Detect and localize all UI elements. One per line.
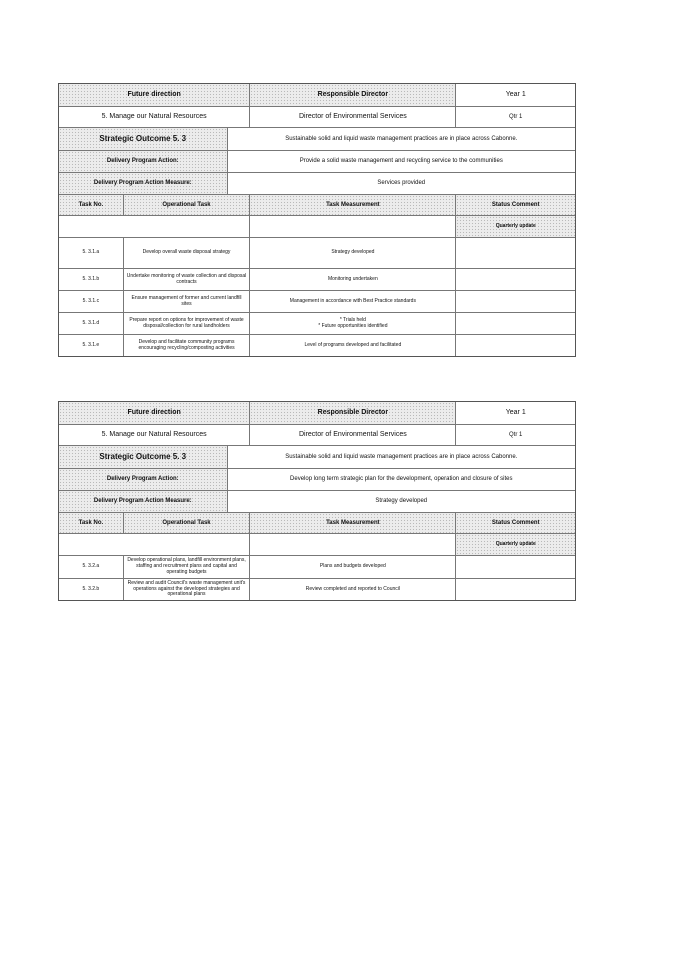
delivery-program-table-1 bbox=[58, 83, 576, 357]
quarterly-row bbox=[59, 533, 575, 555]
delivery-program-table-2 bbox=[58, 401, 576, 601]
strategic-outcome-value: Sustainable solid and liquid waste management practices are in place across Cabonne. bbox=[227, 446, 575, 468]
col-task-no: Task No. bbox=[59, 513, 123, 533]
operational-task: Prepare report on options for improvement of waste disposal/collection for rural landholders bbox=[123, 313, 250, 334]
year-label: Year 1 bbox=[455, 402, 575, 424]
measure-value: Strategy developed bbox=[227, 491, 575, 512]
task-measurement: Strategy developed bbox=[249, 238, 455, 268]
task-measurement: Plans and budgets developed bbox=[249, 556, 455, 578]
strategic-outcome-label: Strategic Outcome 5. 3 bbox=[59, 446, 227, 468]
action-value: Provide a solid waste management and recycling service to the communities bbox=[227, 151, 575, 172]
task-no: 5. 3.1.b bbox=[82, 275, 100, 282]
blank-cell bbox=[59, 534, 249, 555]
status-comment[interactable] bbox=[455, 335, 575, 356]
status-comment[interactable] bbox=[455, 556, 575, 578]
status-comment[interactable] bbox=[455, 579, 575, 600]
responsible-director-label: Responsible Director bbox=[249, 402, 455, 424]
strategic-outcome-row bbox=[59, 445, 575, 468]
future-direction-label: Future direction bbox=[59, 402, 249, 424]
table-row bbox=[59, 578, 575, 600]
status-comment[interactable] bbox=[455, 269, 575, 290]
strategic-outcome-label: Strategic Outcome 5. 3 bbox=[59, 128, 227, 150]
table-row bbox=[59, 555, 575, 578]
task-no: 5. 3.1.d bbox=[82, 319, 100, 326]
table-row bbox=[59, 334, 575, 356]
responsible-director-value: Director of Environmental Services bbox=[249, 107, 455, 127]
quarter-label: Qtr 1 bbox=[455, 107, 575, 127]
col-operational-task: Operational Task bbox=[123, 513, 250, 533]
blank-cell bbox=[249, 534, 455, 555]
task-measurement: Monitoring undertaken bbox=[249, 269, 455, 290]
quarterly-update-label: Quarterly update bbox=[455, 534, 575, 555]
col-operational-task: Operational Task bbox=[123, 195, 250, 215]
quarterly-row bbox=[59, 215, 575, 237]
operational-task: Ensure management of former and current landfill sites bbox=[123, 291, 250, 312]
operational-task: Develop and facilitate community programs encouraging recycling/composting activities bbox=[123, 335, 250, 356]
action-row bbox=[59, 150, 575, 172]
status-comment[interactable] bbox=[455, 313, 575, 334]
future-direction-value: 5. Manage our Natural Resources bbox=[101, 112, 207, 120]
direction-row bbox=[59, 424, 575, 445]
measure-value: Services provided bbox=[227, 173, 575, 194]
action-label: Delivery Program Action: bbox=[59, 469, 227, 490]
col-task-no: Task No. bbox=[59, 195, 123, 215]
task-no: 5. 3.2.b bbox=[82, 585, 100, 592]
task-measurement: Level of programs developed and facilitated bbox=[249, 335, 455, 356]
blank-cell bbox=[59, 216, 249, 237]
quarterly-update-label: Quarterly update bbox=[455, 216, 575, 237]
status-comment[interactable] bbox=[455, 291, 575, 312]
operational-task: Develop overall waste disposal strategy bbox=[123, 238, 250, 268]
action-value: Develop long term strategic plan for the development, operation and closure of sites bbox=[227, 469, 575, 490]
status-comment[interactable] bbox=[455, 238, 575, 268]
table-row bbox=[59, 312, 575, 334]
task-measurement: Management in accordance with Best Practice standards bbox=[249, 291, 455, 312]
operational-task: Develop operational plans, landfill environment plans, staffing and recruitment plans and capital and operating budgets bbox=[123, 556, 250, 578]
action-label: Delivery Program Action: bbox=[59, 151, 227, 172]
measure-label: Delivery Program Action Measure: bbox=[59, 173, 227, 194]
operational-task: Review and audit Council's waste management unit's operations against the developed strategies and operational plans bbox=[123, 579, 250, 600]
future-direction-value: 5. Manage our Natural Resources bbox=[101, 430, 207, 438]
task-no: 5. 3.1.c bbox=[82, 297, 100, 304]
measure-row bbox=[59, 490, 575, 512]
operational-task: Undertake monitoring of waste collection and disposal contracts bbox=[123, 269, 250, 290]
task-measurement: * Trials held * Future opportunities identified bbox=[249, 313, 455, 334]
table-row bbox=[59, 268, 575, 290]
strategic-outcome-row bbox=[59, 127, 575, 150]
col-task-measurement: Task Measurement bbox=[249, 513, 455, 533]
responsible-director-label: Responsible Director bbox=[249, 84, 455, 106]
quarter-label: Qtr 1 bbox=[455, 425, 575, 445]
strategic-outcome-value: Sustainable solid and liquid waste management practices are in place across Cabonne. bbox=[227, 128, 575, 150]
blank-cell bbox=[249, 216, 455, 237]
column-header-row bbox=[59, 512, 575, 533]
responsible-director-value: Director of Environmental Services bbox=[249, 425, 455, 445]
col-status-comment: Status Comment bbox=[455, 195, 575, 215]
task-no: 5. 3.2.a bbox=[82, 563, 100, 570]
measure-label: Delivery Program Action Measure: bbox=[59, 491, 227, 512]
table-row bbox=[59, 237, 575, 268]
task-measurement: Review completed and reported to Council bbox=[249, 579, 455, 600]
column-header-row bbox=[59, 194, 575, 215]
action-row bbox=[59, 468, 575, 490]
future-direction-label: Future direction bbox=[59, 84, 249, 106]
col-task-measurement: Task Measurement bbox=[249, 195, 455, 215]
header-row bbox=[59, 402, 575, 424]
col-status-comment: Status Comment bbox=[455, 513, 575, 533]
direction-row bbox=[59, 106, 575, 127]
measure-row bbox=[59, 172, 575, 194]
task-no: 5. 3.1.e bbox=[82, 341, 100, 348]
task-no: 5. 3.1.a bbox=[82, 249, 100, 256]
table-row bbox=[59, 290, 575, 312]
year-label: Year 1 bbox=[455, 84, 575, 106]
header-row bbox=[59, 84, 575, 106]
